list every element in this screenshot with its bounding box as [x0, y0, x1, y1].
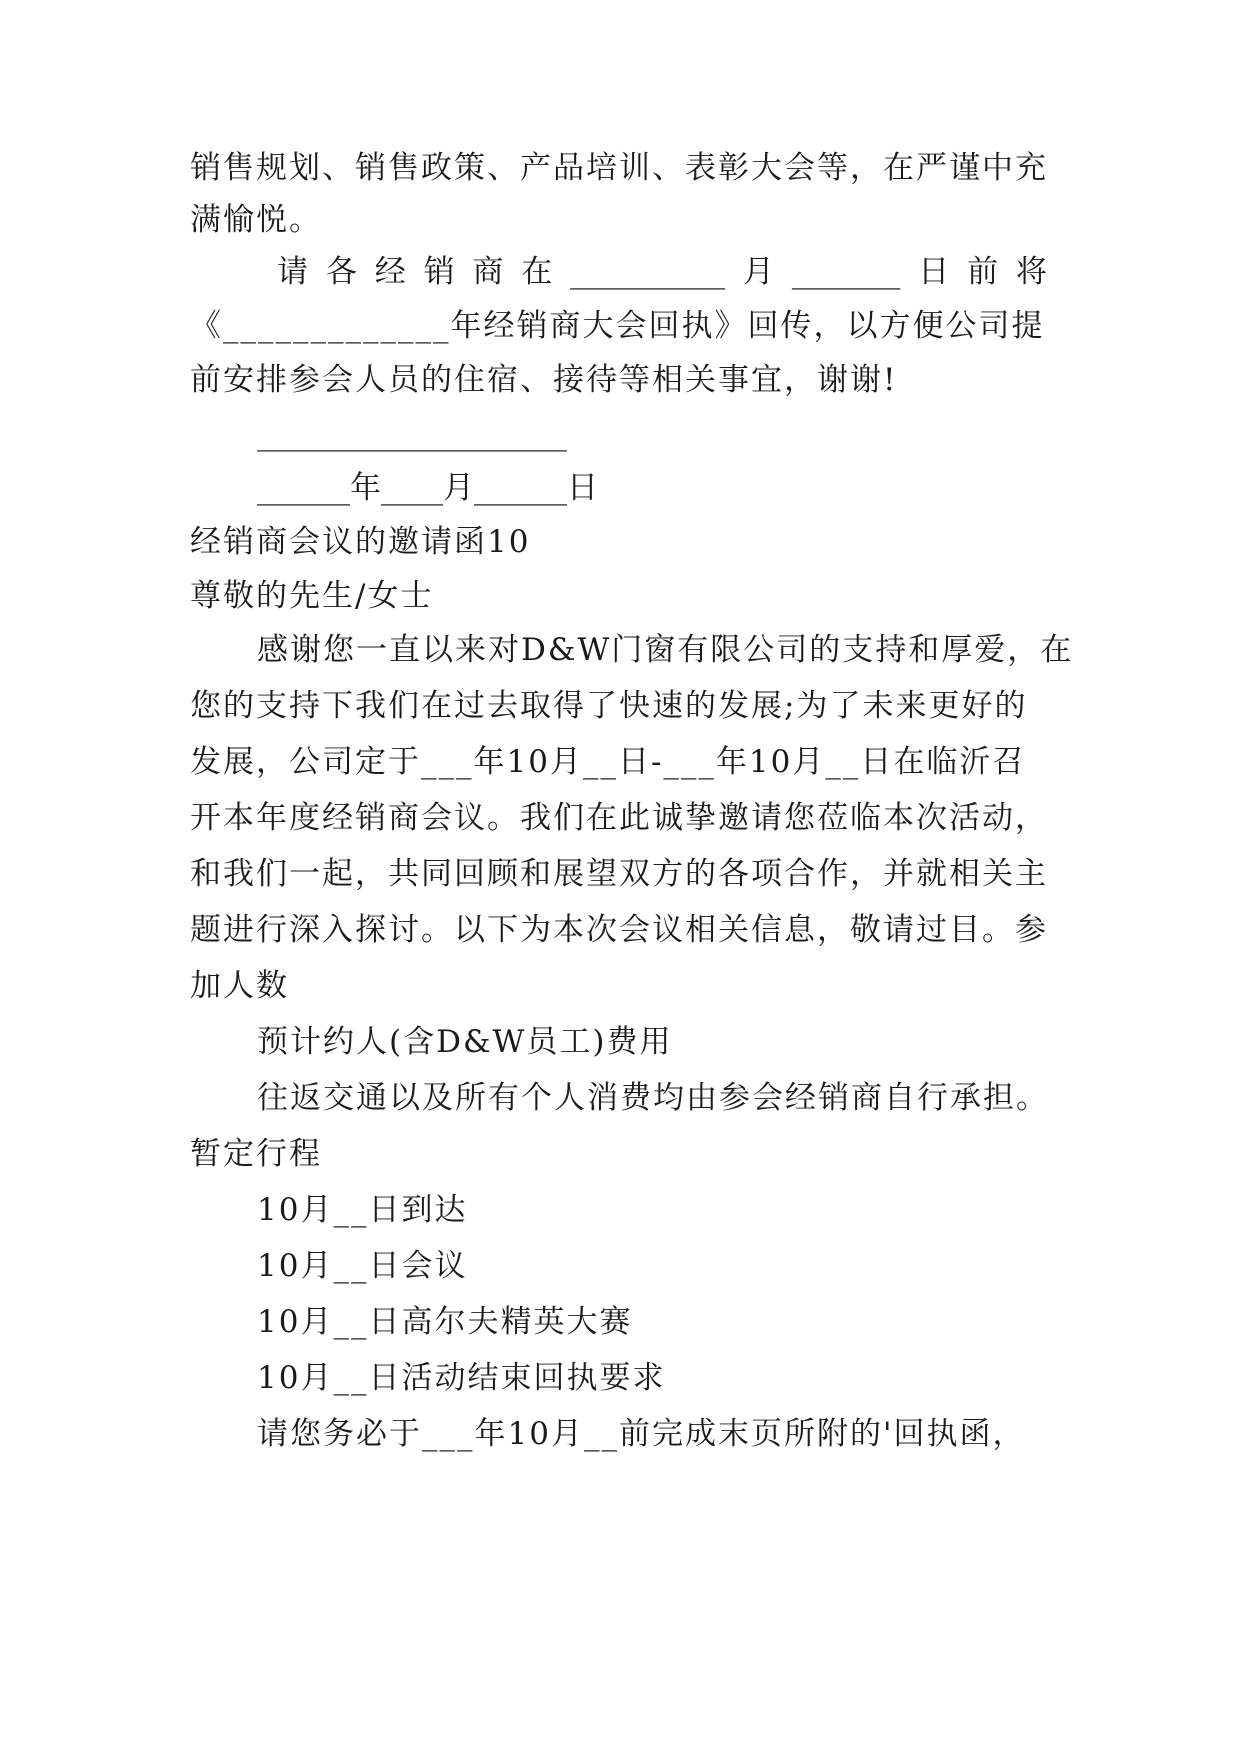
text-line: 满愉悦。: [190, 202, 322, 238]
schedule-item: 10月__日会议: [257, 1248, 468, 1284]
text-part: 前: [967, 254, 999, 290]
text-part: __________: [570, 254, 726, 290]
text-line: 题进行深入探讨。以下为本次会议相关信息，敬请过目。参: [190, 912, 1048, 948]
text-line: 开本年度经销商会议。我们在此诚挚邀请您莅临本次活动，: [190, 800, 1048, 836]
text-line: 《_____________年经销商大会回执》回传，以方便公司提: [190, 308, 1045, 344]
text-line: 您的支持下我们在过去取得了快速的发展;为了未来更好的: [190, 688, 1028, 724]
text-part: 销: [423, 254, 455, 290]
text-part: 将: [1015, 254, 1047, 290]
text-part: _______: [791, 254, 901, 290]
text-line: 发展，公司定于___年10月__日-___年10月__日在临沂召: [190, 744, 1026, 780]
text-line: 感谢您一直以来对D&W门窗有限公司的支持和厚爱，在: [257, 632, 1074, 668]
text-line: 加人数: [190, 968, 289, 1004]
schedule-item: 10月__日到达: [257, 1192, 468, 1228]
text-part: 经: [374, 254, 406, 290]
schedule-item: 10月__日高尔夫精英大赛: [257, 1304, 633, 1340]
text-line: 销售规划、销售政策、产品培训、表彰大会等，在严谨中充: [190, 150, 1048, 186]
salutation: 尊敬的先生/女士: [190, 578, 434, 614]
text-part: 在: [521, 254, 553, 290]
text-part: 商: [472, 254, 504, 290]
text-line: 请您务必于___年10月__前完成末页所附的'回执函，: [257, 1416, 1026, 1452]
signature-line: ____________________: [257, 416, 567, 452]
schedule-item: 10月__日活动结束回执要求: [257, 1360, 666, 1396]
section-title: 经销商会议的邀请函10: [190, 524, 531, 560]
text-part: 各: [325, 254, 357, 290]
text-part: 请: [277, 254, 308, 290]
text-part: 月: [743, 254, 775, 290]
text-line-justified: [277, 252, 1047, 292]
text-line: 暂定行程: [190, 1136, 322, 1172]
text-part: 日: [918, 254, 950, 290]
text-line: 和我们一起，共同回顾和展望双方的各项合作，并就相关主: [190, 856, 1048, 892]
text-line: 往返交通以及所有个人消费均由参会经销商自行承担。: [257, 1080, 1049, 1116]
date-line: ______年____月______日: [257, 470, 598, 506]
text-line: 预计约人(含D&W员工)费用: [257, 1024, 673, 1060]
text-line: 前安排参会人员的住宿、接待等相关事宜，谢谢!: [190, 362, 898, 398]
